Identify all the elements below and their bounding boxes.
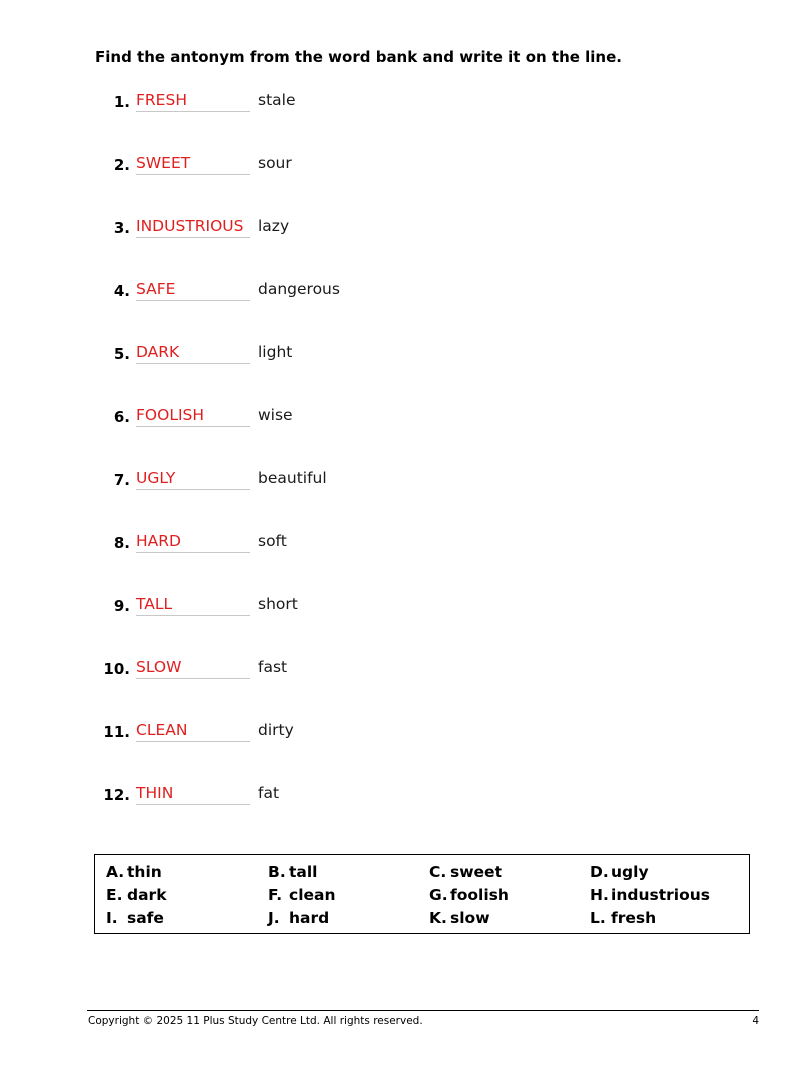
question-number: 3. (113, 219, 130, 237)
answer-field[interactable]: FOOLISH (136, 405, 250, 427)
question-row (0, 657, 800, 681)
word-bank-item (268, 886, 336, 904)
answer-field[interactable]: TALL (136, 594, 250, 616)
question-number: 4. (113, 282, 130, 300)
page-number: 4 (752, 1015, 759, 1027)
question-word: dangerous (258, 280, 340, 298)
word-bank-letter: L. (590, 909, 606, 927)
answer-field[interactable]: HARD (136, 531, 250, 553)
question-number: 9. (113, 597, 130, 615)
word-bank-letter: E. (106, 886, 123, 904)
word-bank-letter: B. (268, 863, 286, 881)
word-bank-letter: C. (429, 863, 447, 881)
word-bank-word: fresh (611, 909, 657, 927)
word-bank-word: sweet (450, 863, 502, 881)
word-bank-letter: F. (268, 886, 283, 904)
question-word: wise (258, 406, 293, 424)
word-bank-letter: D. (590, 863, 609, 881)
word-bank-item (268, 909, 329, 927)
question-word: lazy (258, 217, 290, 235)
question-number: 11. (103, 723, 130, 741)
word-bank-letter: J. (268, 909, 280, 927)
question-word: fast (258, 658, 288, 676)
question-row (0, 531, 800, 555)
word-bank-word: slow (450, 909, 490, 927)
answer-field[interactable]: CLEAN (136, 720, 250, 742)
word-bank-word: ugly (611, 863, 649, 881)
answer-field[interactable]: DARK (136, 342, 250, 364)
instructions-heading: Find the antonym from the word bank and write it on the line. (95, 48, 622, 66)
question-word: soft (258, 532, 287, 550)
question-word: fat (258, 784, 280, 802)
question-row (0, 405, 800, 429)
word-bank-word: foolish (450, 886, 509, 904)
answer-field[interactable]: UGLY (136, 468, 250, 490)
answer-field[interactable]: THIN (136, 783, 250, 805)
answer-field[interactable]: SWEET (136, 153, 250, 175)
word-bank-word: thin (127, 863, 162, 881)
question-word: light (258, 343, 293, 361)
answer-field[interactable]: SLOW (136, 657, 250, 679)
word-bank-letter: G. (429, 886, 448, 904)
word-bank-item (590, 863, 649, 881)
word-bank-letter: I. (106, 909, 118, 927)
question-number: 1. (113, 93, 130, 111)
question-word: dirty (258, 721, 294, 739)
word-bank-letter: K. (429, 909, 447, 927)
question-number: 12. (103, 786, 130, 804)
word-bank (94, 854, 750, 934)
answer-field[interactable]: SAFE (136, 279, 250, 301)
word-bank-word: hard (289, 909, 330, 927)
word-bank-item (590, 886, 710, 904)
word-bank-item (106, 863, 162, 881)
word-bank-letter: A. (106, 863, 125, 881)
question-word: beautiful (258, 469, 327, 487)
word-bank-item (590, 909, 656, 927)
word-bank-item (106, 909, 164, 927)
word-bank-letter: H. (590, 886, 609, 904)
question-row (0, 783, 800, 807)
question-number: 7. (113, 471, 130, 489)
question-row (0, 468, 800, 492)
word-bank-item (429, 886, 509, 904)
word-bank-item (429, 909, 490, 927)
question-word: sour (258, 154, 292, 172)
word-bank-item (268, 863, 318, 881)
question-number: 8. (113, 534, 130, 552)
question-number: 10. (103, 660, 130, 678)
copyright-text: Copyright © 2025 11 Plus Study Centre Ltd. All rights reserved. (88, 1015, 423, 1027)
footer-divider (87, 1010, 759, 1011)
question-row (0, 720, 800, 744)
question-row (0, 153, 800, 177)
word-bank-word: safe (127, 909, 164, 927)
question-number: 6. (113, 408, 130, 426)
answer-field[interactable]: FRESH (136, 90, 250, 112)
question-row (0, 594, 800, 618)
word-bank-item (429, 863, 502, 881)
question-row (0, 216, 800, 240)
word-bank-word: industrious (611, 886, 710, 904)
word-bank-item (106, 886, 167, 904)
question-number: 2. (113, 156, 130, 174)
question-word: stale (258, 91, 296, 109)
question-word: short (258, 595, 298, 613)
question-row (0, 342, 800, 366)
question-row (0, 90, 800, 114)
word-bank-word: tall (289, 863, 318, 881)
word-bank-word: dark (127, 886, 167, 904)
question-number: 5. (113, 345, 130, 363)
answer-field[interactable]: INDUSTRIOUS (136, 216, 250, 238)
question-row (0, 279, 800, 303)
word-bank-word: clean (289, 886, 336, 904)
